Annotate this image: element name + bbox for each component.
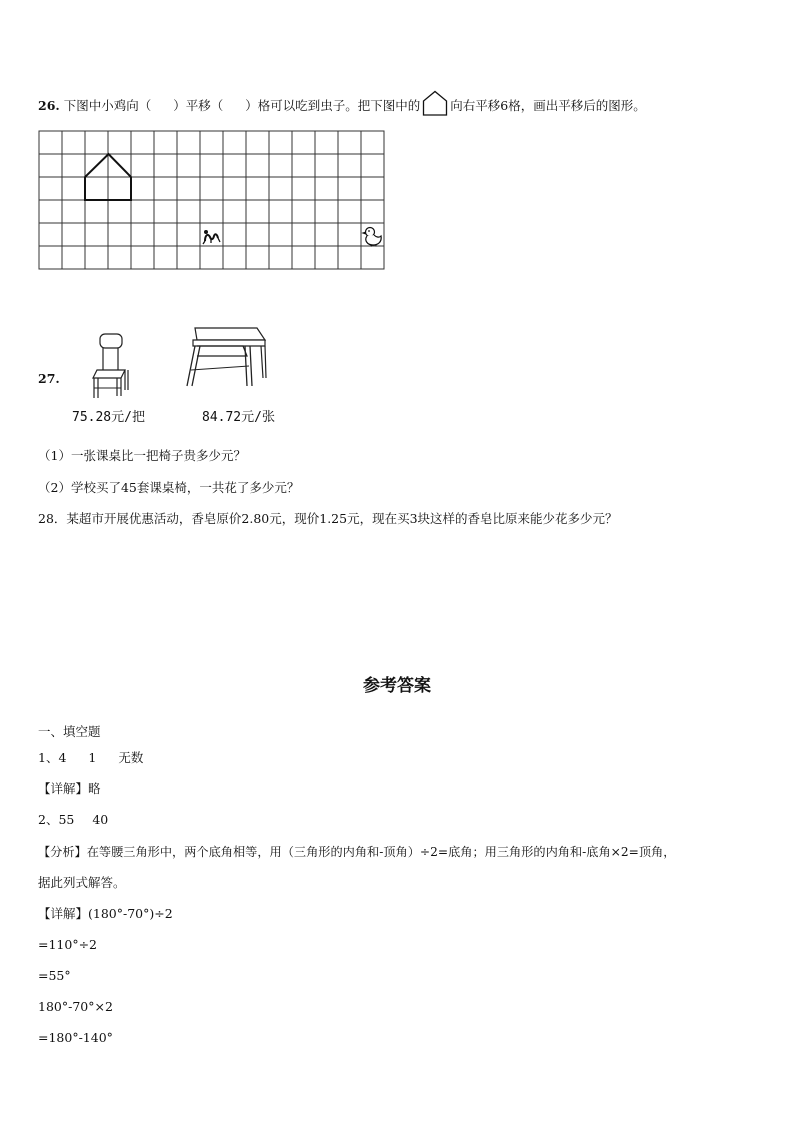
answer-1-value-3: 无数 xyxy=(118,750,144,765)
section-heading: 一、填空题 xyxy=(38,724,101,739)
worm-icon xyxy=(203,230,220,244)
chair-icon xyxy=(88,332,132,404)
desk-price: 84.72元/张 xyxy=(202,410,275,425)
calc-line: 180°-70°×2 xyxy=(38,999,113,1014)
question-number: 27. xyxy=(38,371,60,386)
translation-grid xyxy=(38,130,386,278)
answer-2-value-1: 2、55 xyxy=(38,812,75,827)
answer-2-analysis: 【分析】在等腰三角形中，两个底角相等，用（三角形的内角和-顶角）÷2=底角；用三角形的内角和-底角×2=顶角， xyxy=(38,845,676,859)
house-icon xyxy=(422,90,448,120)
calc-line: =180°-140° xyxy=(38,1030,113,1045)
answer-2-analysis-cont: 据此列式解答。 xyxy=(38,875,126,890)
answer-1-detail: 【详解】略 xyxy=(38,781,101,796)
q26-text-1: 下图中小鸡向（ xyxy=(63,98,152,113)
calc-line: =110°÷2 xyxy=(38,937,98,952)
answer-1 xyxy=(38,750,143,766)
answer-2 xyxy=(38,812,108,828)
answer-2-detail: 【详解】(180°-70°)÷2 xyxy=(38,906,173,921)
q26-text-4: 向右平移6格，画出平移后的图形。 xyxy=(450,98,646,113)
answer-2-value-2: 40 xyxy=(92,812,109,827)
question-28: 28．某超市开展优惠活动，香皂原价2.80元，现价1.25元，现在买3块这样的香皂比原来能少花多少元？ xyxy=(38,511,618,526)
q27-sub-1: （1）一张课桌比一把椅子贵多少元？ xyxy=(38,448,246,463)
q27-sub-2: （2）学校买了45套课桌椅，一共花了多少元？ xyxy=(38,480,300,495)
desk-icon xyxy=(183,326,269,394)
question-number: 26. xyxy=(38,98,60,113)
chair-price: 75.28元/把 xyxy=(72,410,145,425)
q26-text-3: ）格可以吃到虫子。把下图中的 xyxy=(245,98,421,113)
question-26 xyxy=(38,90,646,120)
answer-1-value-1: 1、4 xyxy=(38,750,67,765)
calc-line: =55° xyxy=(38,968,71,983)
chick-icon xyxy=(363,228,382,247)
answer-1-value-2: 1 xyxy=(88,750,97,765)
answers-title: 参考答案 xyxy=(363,676,431,696)
q26-text-2: ）平移（ xyxy=(173,98,224,113)
